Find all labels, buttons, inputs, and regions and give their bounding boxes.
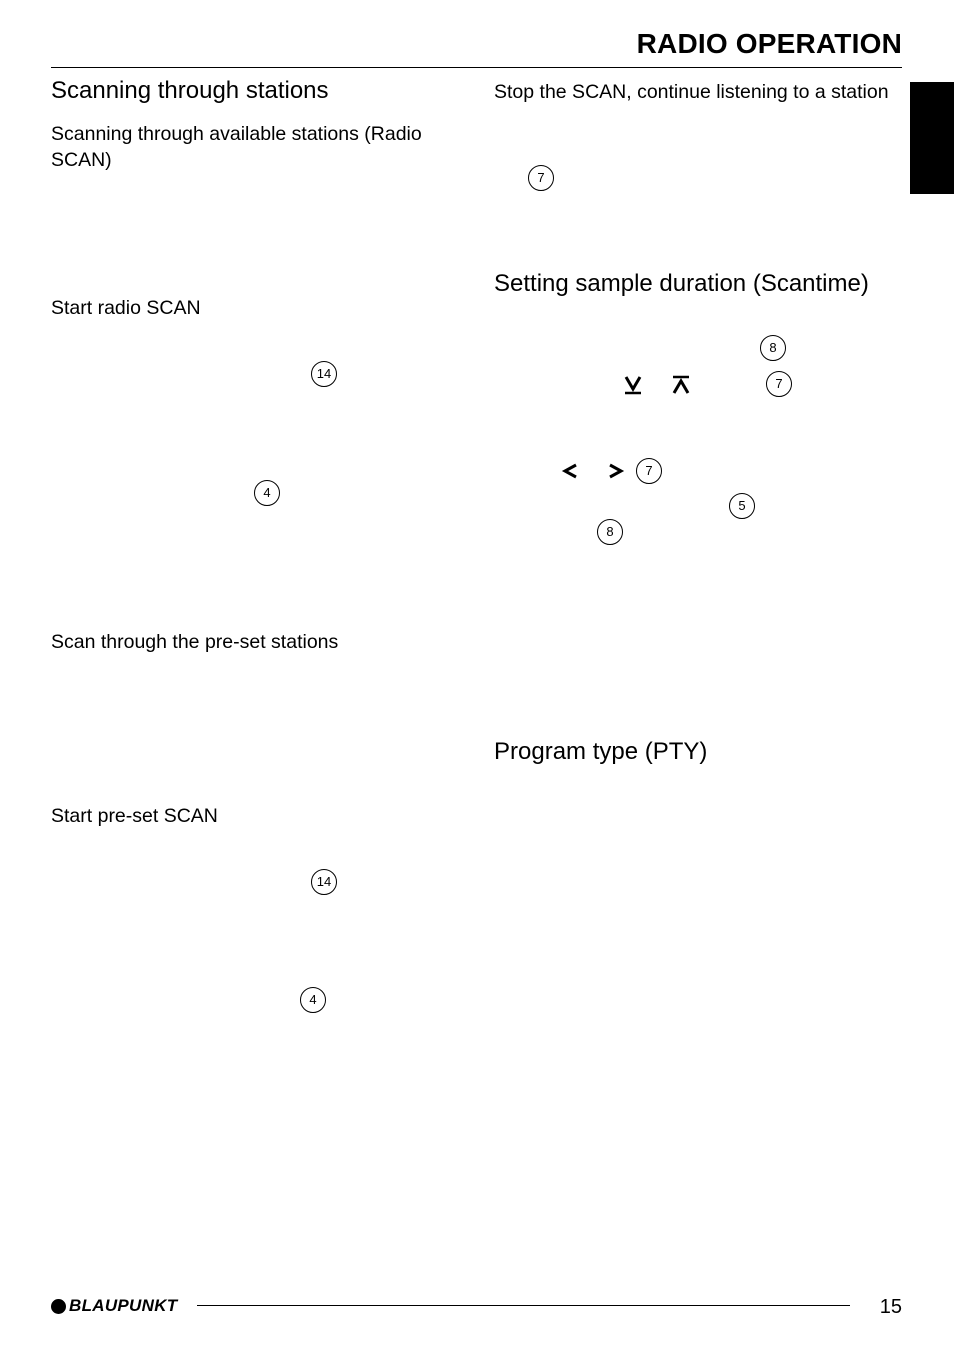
arrow-right-icon [607, 462, 625, 480]
callout-number: 7 [636, 458, 662, 484]
callout-number: 14 [311, 361, 337, 387]
page-title: RADIO OPERATION [636, 28, 902, 59]
section-tab-marker [910, 82, 954, 194]
callout-number: 4 [254, 480, 280, 506]
heading-preset-scan: Scan through the pre-set stations [51, 631, 339, 653]
brand-logo [51, 1296, 177, 1316]
arrow-up-icon [672, 375, 690, 395]
callout-number: 7 [528, 165, 554, 191]
section-title-pty: Program type (PTY) [494, 738, 708, 765]
header-divider [51, 67, 902, 68]
logo-dot-icon [51, 1299, 66, 1314]
subsection-title-radio-scan: Scanning through available stations (Radio SCAN) [51, 123, 422, 171]
callout-number: 8 [760, 335, 786, 361]
section-title-scantime: Setting sample duration (Scantime) [494, 270, 869, 297]
heading-start-radio-scan: Start radio SCAN [51, 297, 201, 319]
callout-number: 8 [597, 519, 623, 545]
page-number: 15 [879, 1296, 902, 1318]
heading-start-preset-scan: Start pre-set SCAN [51, 805, 218, 827]
arrow-left-icon [561, 462, 579, 480]
brand-name: BLAUPUNKT [69, 1296, 178, 1315]
footer-divider [197, 1305, 850, 1306]
section-title-scanning: Scanning through stations [51, 77, 329, 104]
heading-stop-scan: Stop the SCAN, continue listening to a station [494, 81, 889, 103]
callout-number: 14 [311, 869, 337, 895]
callout-number: 7 [766, 371, 792, 397]
callout-number: 5 [729, 493, 755, 519]
arrow-down-icon [624, 375, 642, 395]
callout-number: 4 [300, 987, 326, 1013]
